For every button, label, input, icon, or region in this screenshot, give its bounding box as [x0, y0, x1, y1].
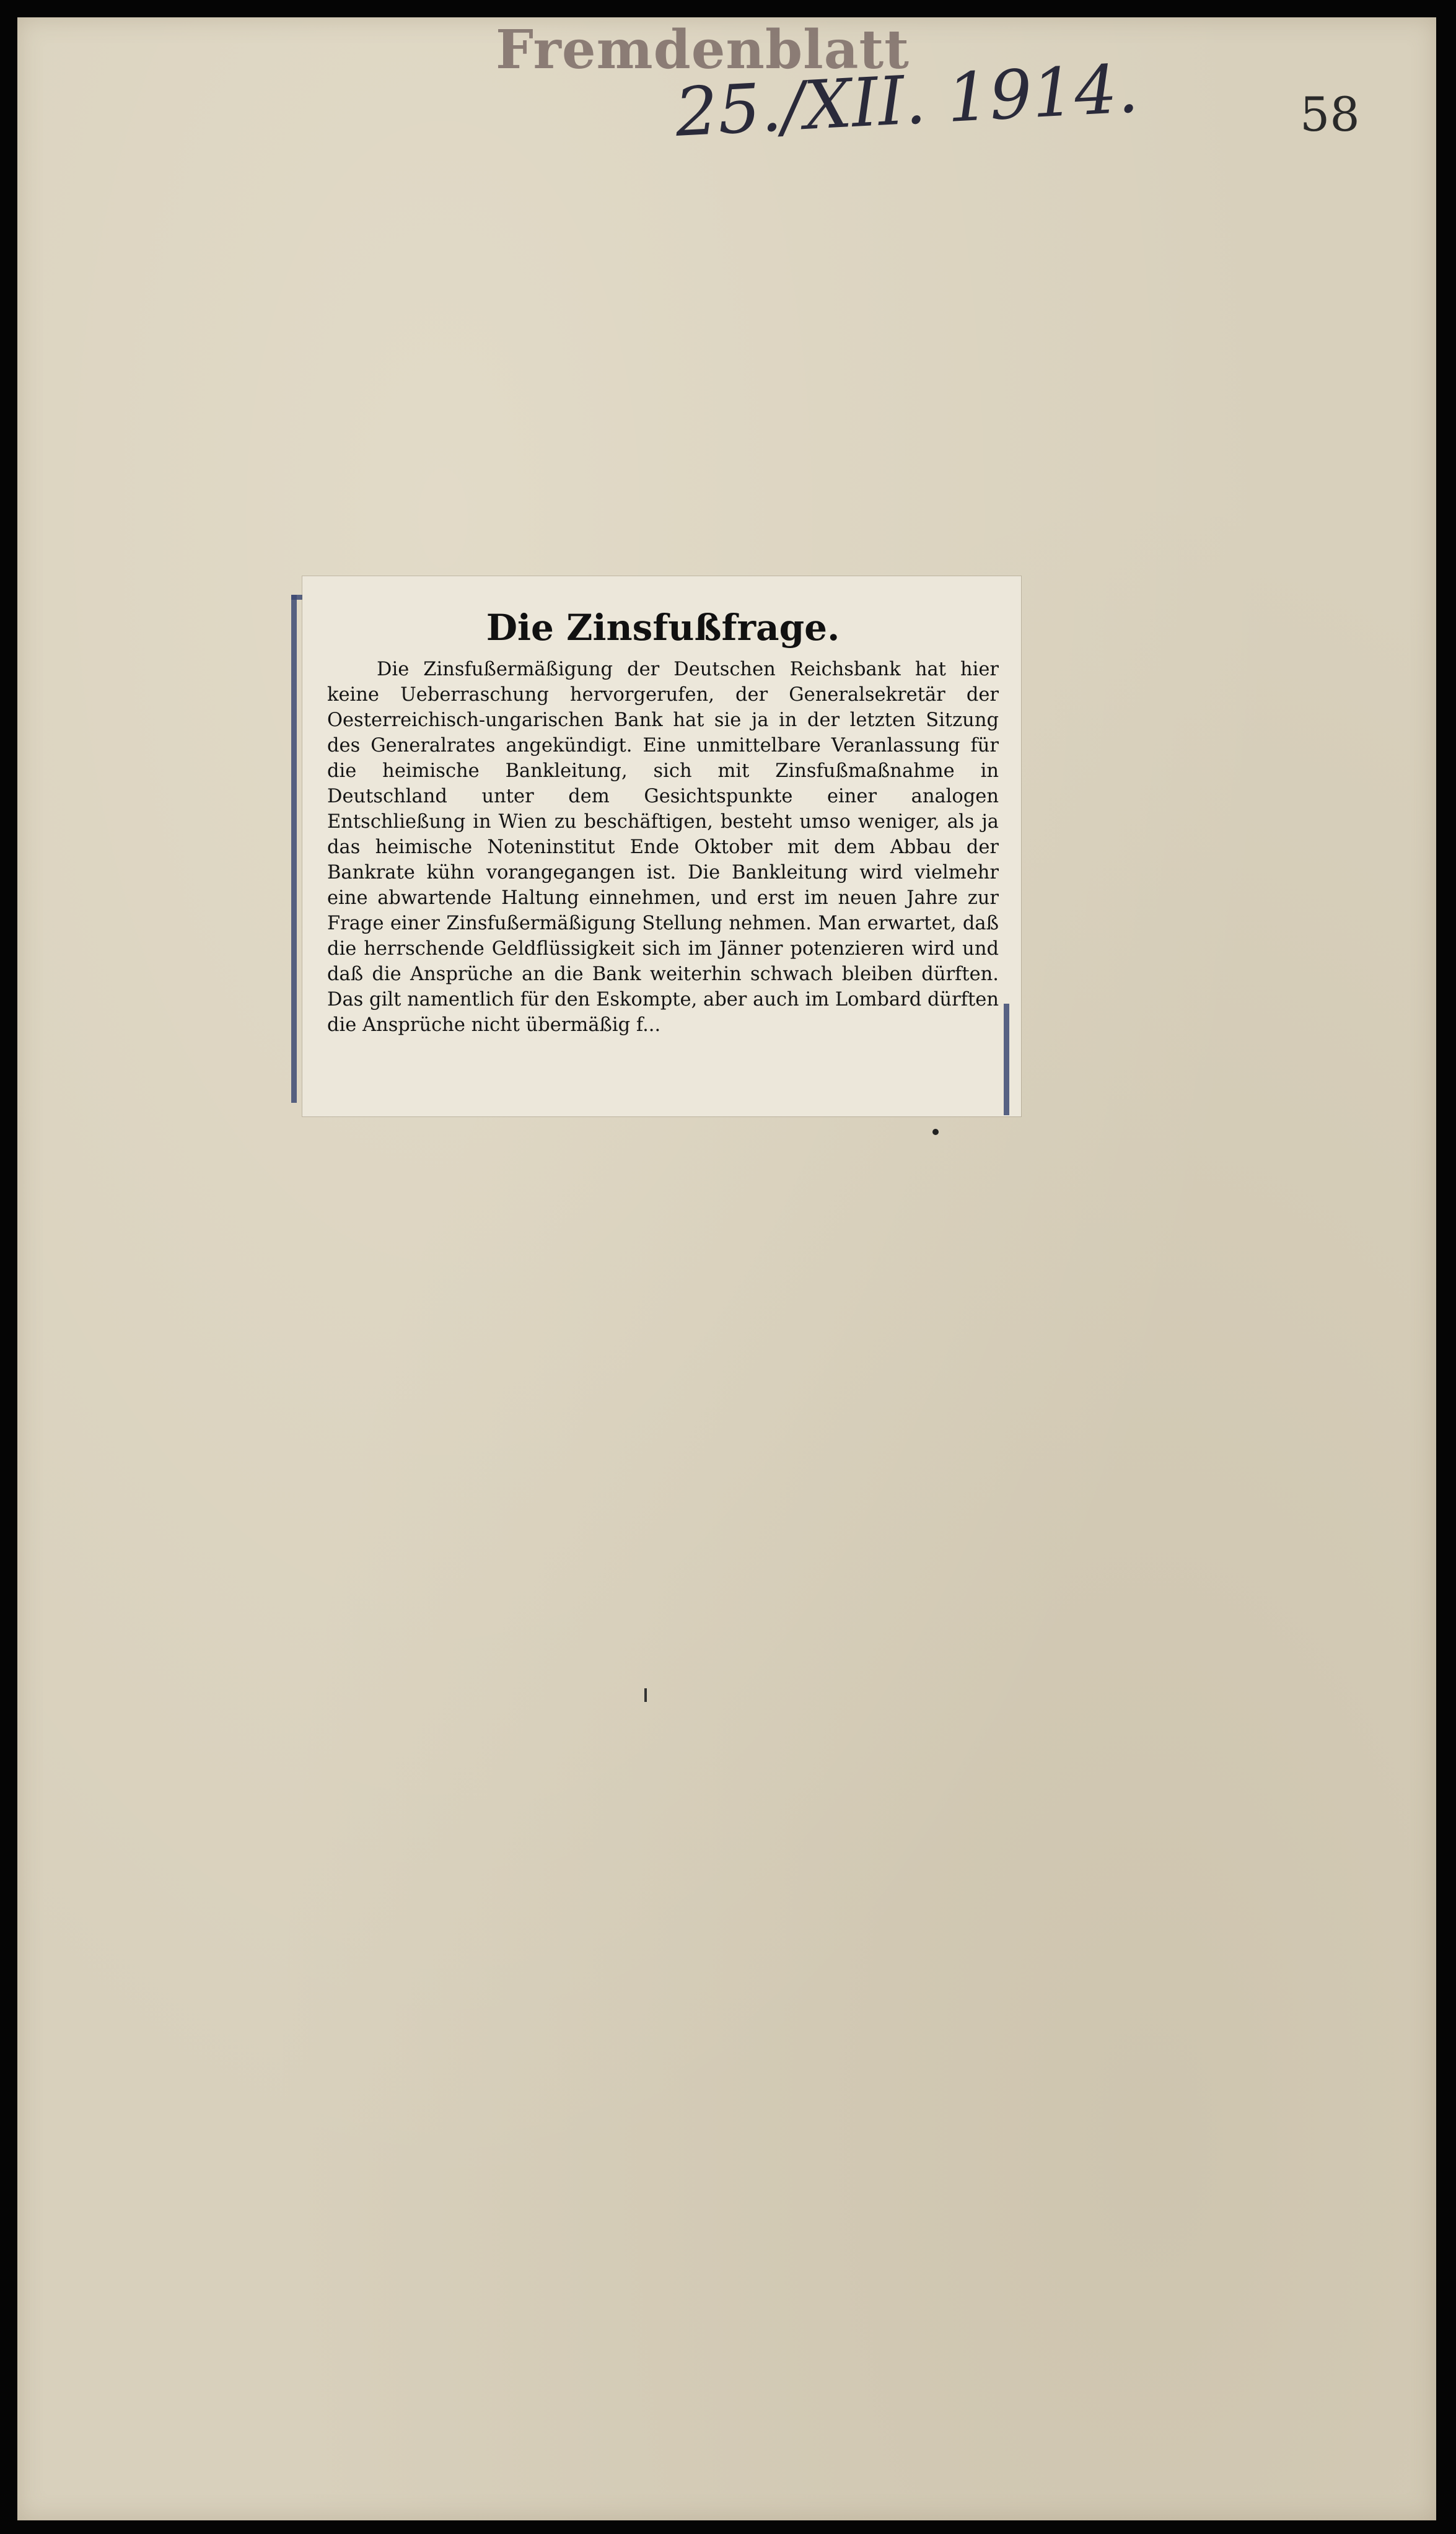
ink-dot	[932, 1129, 939, 1135]
document-page	[17, 17, 1436, 2520]
article-title: Die Zinsfußfrage.	[486, 607, 840, 649]
article-body: Die Zinsfußermäßigung der Deutschen Reichsbank hat hier keine Ueberraschung hervorgerufen, der Generalsekretär der Oesterreichisch-ungarischen Bank hat sie ja in der letzten Sitzung des Generalrates angekündigt. Eine unmittelbare Veranlassung für die heimische Bankleitung, sich mit Zinsfußmaßnahme in Deutschland unter dem Gesichtspunkte einer analogen Entschließung in Wien zu beschäftigen, besteht umso weniger, als ja das heimische Noteninstitut Ende Oktober mit dem Abbau der Bankrate kühn vorangegangen ist. Die Bankleitung wird vielmehr eine abwartende Haltung einnehmen, und erst im neuen Jahre zur Frage einer Zinsfußermäßigung Stellung nehmen. Man erwartet, daß die herrschende Geldflüssigkeit sich im Jänner potenzieren wird und daß die Ansprüche an die Bank weiterhin schwach bleiben dürften. Das gilt namentlich für den Eskompte, aber auch im Lombard dürften die Ansprüche nicht übermäßig f...	[327, 658, 999, 1036]
page-number: 58	[1300, 87, 1360, 142]
handwritten-date: 25./XII. 1914.	[673, 50, 1141, 152]
blue-pencil-mark-right	[1004, 1004, 1009, 1115]
newspaper-stamp: Fremdenblatt	[496, 19, 910, 81]
paper-speck	[644, 1688, 647, 1702]
newspaper-clipping	[302, 576, 1021, 1116]
blue-pencil-mark-left	[291, 595, 297, 1103]
